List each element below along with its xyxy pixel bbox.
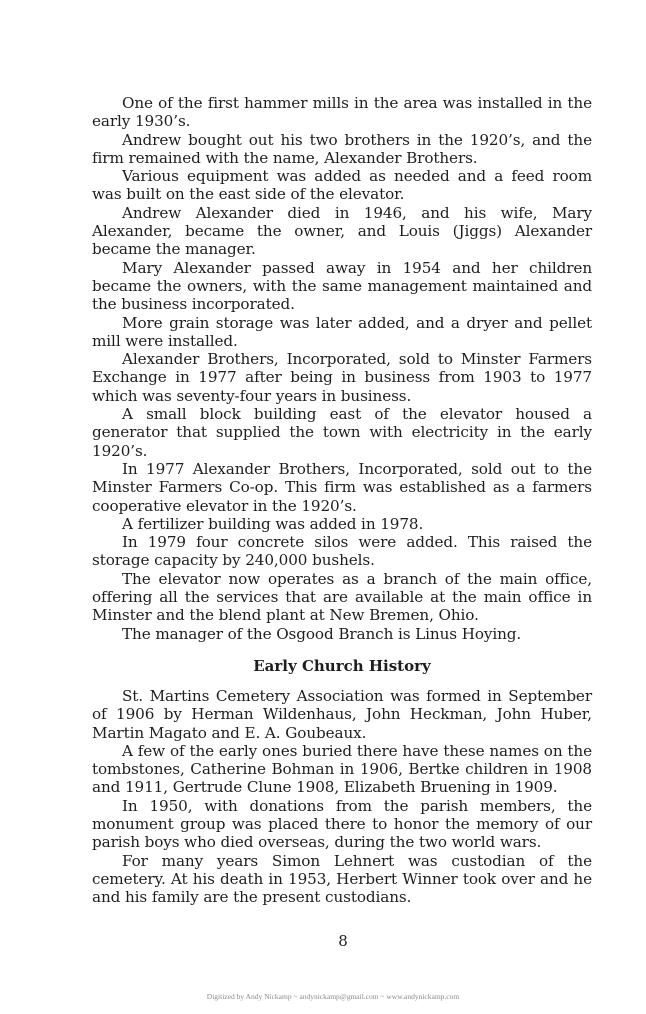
body-text-part1 [92, 94, 592, 643]
section-heading: Early Church History [253, 657, 431, 675]
digitization-footer: Digitized by Andy Nickamp ~ andynickamp@gmail.com ~ www.andynickamp.com [206, 992, 460, 1001]
paragraph: The manager of the Osgood Branch is Linus Hoying. [122, 624, 522, 643]
paragraph: A fertilizer building was added in 1978. [122, 514, 424, 533]
paragraph: Alexander Brothers, Incorporated, sold to Minster Farmers Exchange in 1977 after being in business from 1903 to 1977 which was seventy-four years in business. [92, 350, 592, 405]
paragraph: Mary Alexander passed away in 1954 and her children became the owners, with the same management maintained and the business incorporated. [92, 258, 592, 314]
body-text-part2 [92, 687, 592, 907]
paragraph: Andrew Alexander died in 1946, and his wife, Mary Alexander, became the owner, and Louis (Jiggs) Alexander became the manager. [92, 203, 592, 259]
paragraph: In 1979 four concrete silos were added. This raised the storage capacity by 240,000 bushels. [92, 533, 592, 570]
paragraph: A few of the early ones buried there have these names on the tombstones, Catherine Bohman in 1906, Bertke children in 1908 and 1911, Gertrude Clune 1908, Elizabeth Bruening in 1909. [92, 741, 592, 797]
paragraph: A small block building east of the elevator housed a generator that supplied the town with electricity in the early 1920’s. [92, 405, 592, 460]
paragraph: The elevator now operates as a branch of the main office, offering all the services that are available at the main office in Minster and the blend plant at New Bremen, Ohio. [92, 569, 592, 625]
paragraph: More grain storage was later added, and a dryer and pellet mill were installed. [92, 313, 592, 350]
paragraph: Various equipment was added as needed and a feed room was built on the east side of the elevator. [92, 167, 592, 204]
paragraph: For many years Simon Lehnert was custodian of the cemetery. At his death in 1953, Herbert Winner took over and he and his family are the present custodians. [92, 851, 592, 907]
paragraph: Andrew bought out his two brothers in the 1920’s, and the firm remained with the name, Alexander Brothers. [92, 130, 592, 167]
paragraph: In 1977 Alexander Brothers, Incorporated, sold out to the Minster Farmers Co-op. This firm was established as a farmers cooperative elevator in the 1920’s. [92, 459, 592, 515]
paragraph: St. Martins Cemetery Association was formed in September of 1906 by Herman Wildenhaus, John Heckman, John Huber, Martin Magato and E. A. Goubeaux. [92, 687, 592, 742]
page-number: 8 [338, 932, 348, 950]
paragraph: In 1950, with donations from the parish members, the monument group was placed there to honor the memory of our parish boys who died overseas, during the two world wars. [92, 796, 592, 852]
paragraph: One of the first hammer mills in the area was installed in the early 1930’s. [92, 94, 592, 131]
